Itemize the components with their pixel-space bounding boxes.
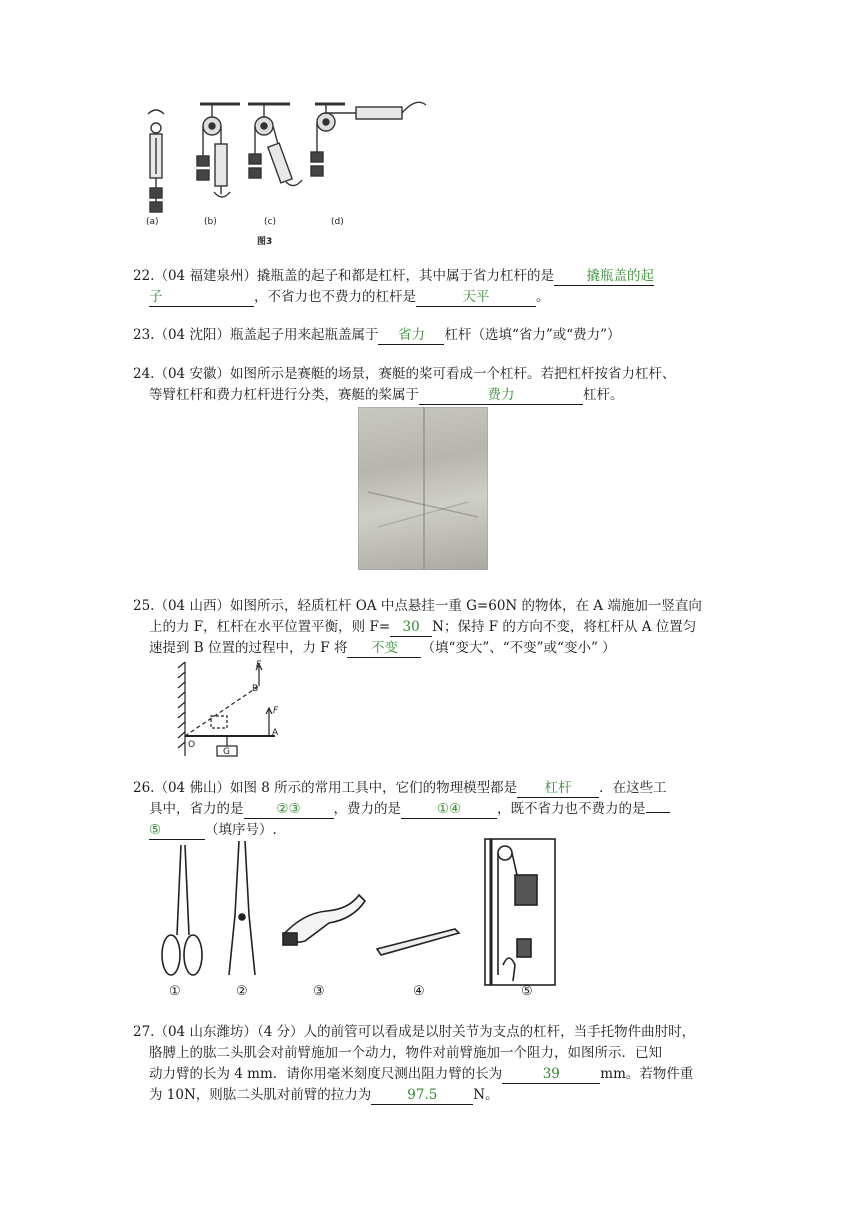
lever-label-f-right: F bbox=[273, 706, 279, 716]
question-26 bbox=[133, 778, 733, 841]
q26-blank-4-start bbox=[646, 812, 670, 813]
q26-answer-4: ⑤ bbox=[149, 821, 205, 840]
rowing-photo-texture bbox=[358, 407, 488, 570]
question-22 bbox=[133, 266, 733, 308]
question-25 bbox=[133, 596, 733, 659]
lever-label-f-top: F bbox=[256, 660, 262, 670]
q23-text-2: 杠杆（选填“省力”或“费力”） bbox=[444, 327, 621, 343]
q27-text-4a: 为 10N，则肱二头肌对前臂的拉力为 bbox=[149, 1087, 372, 1103]
q27-text-4b: N。 bbox=[473, 1087, 499, 1103]
q26-text-2b: ，费力的是 bbox=[333, 801, 401, 817]
tool-label-1: ① bbox=[169, 984, 181, 999]
fig3-label-a: (a) bbox=[146, 217, 159, 227]
q26-text-1b: ．在这些工 bbox=[599, 780, 667, 796]
q27-text-3b: mm。若物件重 bbox=[600, 1066, 694, 1082]
q24-text-end: 杠杆。 bbox=[583, 387, 624, 403]
q22-text-2: ，不省力也不费力的杠杆是 bbox=[254, 289, 416, 305]
q22-answer-1a: 撬瓶盖的起 bbox=[554, 267, 654, 286]
fig3-caption: 图3 bbox=[257, 237, 273, 247]
q24-answer: 费力 bbox=[419, 386, 583, 405]
q26-answer-2: ②③ bbox=[244, 800, 334, 819]
q23-answer: 省力 bbox=[378, 326, 444, 345]
rowing-photo bbox=[358, 407, 488, 570]
q24-line-1: 24.（04 安徽）如图所示是赛艇的场景，赛艇的桨可看成一个杠杆。若把杠杆按省力杠杆、 bbox=[133, 366, 676, 382]
q22-answer-1b: 子 bbox=[149, 288, 254, 307]
lever-label-a: A bbox=[272, 728, 279, 738]
q25-text-3a: 速提到 B 位置的过程中，力 F 将 bbox=[149, 640, 348, 656]
q26-answer-1: 杠杆 bbox=[517, 779, 599, 798]
q25-line-1: 25.（04 山西）如图所示，轻质杠杆 OA 中点悬挂一重 G=60N 的物体，在 A 端施加一竖直向 bbox=[133, 598, 702, 614]
fig3-label-d: (d) bbox=[331, 217, 344, 227]
q22-answer-2: 天平 bbox=[416, 288, 536, 307]
q25-text-2b: N；保持 F 的方向不变，将杠杆从 A 位置匀 bbox=[432, 619, 697, 635]
q26-text-3b: （填序号）. bbox=[205, 822, 277, 838]
lever-label-o: O bbox=[188, 740, 196, 750]
q27-text-3a: 动力臂的长为 4 mm．请你用毫米刻度尺测出阻力臂的长为 bbox=[149, 1066, 503, 1082]
tool-label-2: ② bbox=[236, 984, 248, 999]
fig3-label-c: (c) bbox=[264, 217, 276, 227]
q25-answer-2: 不变 bbox=[347, 639, 421, 658]
q26-text-1a: 26.（04 佛山）如图 8 所示的常用工具中，它们的物理模型都是 bbox=[133, 780, 518, 796]
question-24 bbox=[133, 364, 733, 406]
lever-label-b: B bbox=[252, 684, 259, 694]
tool-label-5: ⑤ bbox=[521, 984, 533, 999]
q23-text-1: 23.（04 沈阳）瓶盖起子用来起瓶盖属于 bbox=[133, 327, 379, 343]
q22-text-end: 。 bbox=[536, 289, 550, 305]
pulley-illustration bbox=[130, 100, 430, 250]
q26-text-2a: 具中，省力的是 bbox=[149, 801, 244, 817]
q27-answer-1: 39 bbox=[502, 1065, 600, 1084]
tool-label-4: ④ bbox=[413, 984, 425, 999]
q22-text-1: 22.（04 福建泉州）撬瓶盖的起子和都是杠杆，其中属于省力杠杆的是 bbox=[133, 268, 554, 284]
figure-3-pulleys bbox=[130, 100, 430, 250]
question-23 bbox=[133, 325, 733, 346]
q25-answer-1: 30 bbox=[390, 618, 432, 637]
q27-line-1: 27.（04 山东潍坊）（4 分）人的前管可以看成是以肘关节为支点的杠杆，当手托物件曲肘时， bbox=[133, 1024, 696, 1040]
question-27 bbox=[133, 1022, 733, 1106]
q24-text-2: 等臂杠杆和费力杠杆进行分类，赛艇的桨属于 bbox=[149, 387, 419, 403]
tool-label-3: ③ bbox=[313, 984, 325, 999]
q25-text-2a: 上的力 F，杠杆在水平位置平衡，则 F= bbox=[149, 619, 391, 635]
tools-figure bbox=[155, 835, 565, 1005]
fig3-label-b: (b) bbox=[204, 217, 217, 227]
q27-line-2: 胳膊上的肱二头肌会对前臂施加一个动力，物件对前臂施加一个阻力，如图所示．已知 bbox=[149, 1045, 662, 1061]
lever-label-g: G bbox=[223, 747, 230, 757]
q26-answer-3: ①④ bbox=[401, 800, 497, 819]
q26-text-2c: ，既不省力也不费力的是 bbox=[497, 801, 646, 817]
q25-text-3b: （填“变大”、“不变”或“变小” ） bbox=[421, 640, 616, 656]
q27-answer-2: 97.5 bbox=[371, 1086, 473, 1105]
tools-illustration bbox=[155, 835, 565, 1005]
